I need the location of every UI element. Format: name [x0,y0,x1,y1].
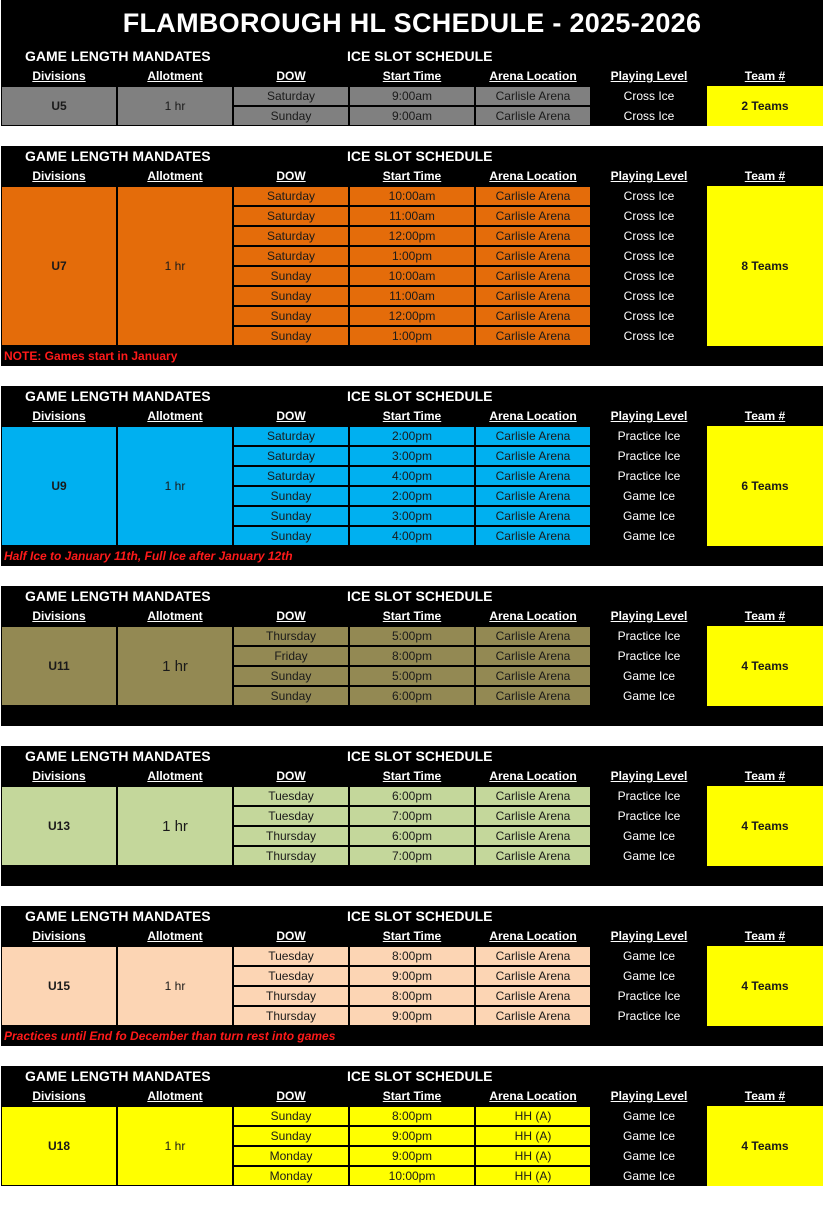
arena-cell: Carlisle Arena [475,786,591,806]
section-note: Practices until End fo December than turn rest into games [1,1026,823,1046]
column-header-divisions: Divisions [32,609,86,623]
arena-cell: Carlisle Arena [475,106,591,126]
column-header-divisions: Divisions [32,1089,86,1103]
section-spacer [1,726,823,746]
start-time-cell: 12:00pm [349,306,475,326]
column-header-playing-level: Playing Level [610,409,688,423]
column-header-arena-location: Arena Location [489,929,577,943]
start-time-cell: 6:00pm [349,686,475,706]
arena-cell: Carlisle Arena [475,326,591,346]
playing-level-cell: Cross Ice [591,186,707,206]
arena-cell: Carlisle Arena [475,246,591,266]
schedule-section-u13 [1,746,823,886]
column-header-allotment: Allotment [147,929,203,943]
team-count-cell: 8 Teams [707,186,823,346]
start-time-cell: 3:00pm [349,446,475,466]
allotment-cell: 1 hr [117,186,233,346]
allotment-cell: 1 hr [117,786,233,866]
section-header [1,46,823,66]
team-count-cell: 4 Teams [707,626,823,706]
dow-cell: Tuesday [233,966,349,986]
column-header-allotment: Allotment [147,409,203,423]
playing-level-cell: Cross Ice [591,326,707,346]
column-headers [1,606,823,626]
playing-level-cell: Cross Ice [591,226,707,246]
playing-level-cell: Game Ice [591,486,707,506]
arena-cell: Carlisle Arena [475,966,591,986]
start-time-cell: 2:00pm [349,486,475,506]
arena-cell: Carlisle Arena [475,666,591,686]
dow-cell: Thursday [233,626,349,646]
schedule-grid [1,626,823,706]
allotment-cell: 1 hr [117,626,233,706]
column-header-start-time: Start Time [382,409,442,423]
schedule-section-u15 [1,906,823,1046]
column-header-start-time: Start Time [382,1089,442,1103]
dow-cell: Tuesday [233,786,349,806]
playing-level-cell: Practice Ice [591,646,707,666]
schedule-section-u7 [1,146,823,366]
schedule-grid [1,786,823,866]
dow-cell: Tuesday [233,806,349,826]
column-header-arena-location: Arena Location [489,609,577,623]
column-header-playing-level: Playing Level [610,929,688,943]
dow-cell: Thursday [233,826,349,846]
playing-level-cell: Practice Ice [591,986,707,1006]
start-time-cell: 8:00pm [349,986,475,1006]
dow-cell: Sunday [233,506,349,526]
column-header-start-time: Start Time [382,609,442,623]
playing-level-cell: Practice Ice [591,806,707,826]
allotment-cell: 1 hr [117,946,233,1026]
dow-cell: Thursday [233,1006,349,1026]
schedule-grid [1,1106,823,1186]
playing-level-cell: Game Ice [591,1146,707,1166]
arena-cell: Carlisle Arena [475,946,591,966]
start-time-cell: 6:00pm [349,826,475,846]
arena-cell: Carlisle Arena [475,986,591,1006]
game-length-heading: GAME LENGTH MANDATES [25,148,211,164]
ice-slot-heading: ICE SLOT SCHEDULE [347,48,493,64]
start-time-cell: 9:00pm [349,1146,475,1166]
start-time-cell: 8:00pm [349,1106,475,1126]
start-time-cell: 7:00pm [349,806,475,826]
start-time-cell: 7:00pm [349,846,475,866]
column-header-team-num: Team # [744,169,786,183]
start-time-cell: 2:00pm [349,426,475,446]
section-spacer [1,886,823,906]
column-header-start-time: Start Time [382,929,442,943]
start-time-cell: 1:00pm [349,246,475,266]
schedule-grid [1,186,823,346]
column-headers [1,926,823,946]
start-time-cell: 6:00pm [349,786,475,806]
column-header-team-num: Team # [744,409,786,423]
arena-cell: Carlisle Arena [475,186,591,206]
start-time-cell: 11:00am [349,206,475,226]
start-time-cell: 10:00am [349,186,475,206]
arena-cell: Carlisle Arena [475,506,591,526]
arena-cell: Carlisle Arena [475,646,591,666]
playing-level-cell: Practice Ice [591,426,707,446]
arena-cell: HH (A) [475,1166,591,1186]
start-time-cell: 11:00am [349,286,475,306]
playing-level-cell: Game Ice [591,506,707,526]
start-time-cell: 9:00am [349,106,475,126]
arena-cell: HH (A) [475,1126,591,1146]
game-length-heading: GAME LENGTH MANDATES [25,908,211,924]
column-header-arena-location: Arena Location [489,69,577,83]
dow-cell: Sunday [233,286,349,306]
dow-cell: Saturday [233,246,349,266]
playing-level-cell: Game Ice [591,1106,707,1126]
allotment-cell: 1 hr [117,86,233,126]
playing-level-cell: Game Ice [591,526,707,546]
dow-cell: Saturday [233,466,349,486]
start-time-cell: 10:00pm [349,1166,475,1186]
column-header-dow: DOW [276,609,306,623]
start-time-cell: 4:00pm [349,526,475,546]
column-headers [1,766,823,786]
section-header [1,386,823,406]
page-title: FLAMBOROUGH HL SCHEDULE - 2025-2026 [1,0,823,46]
column-header-divisions: Divisions [32,169,86,183]
start-time-cell: 9:00am [349,86,475,106]
division-cell: U15 [1,946,117,1026]
schedule-section-u9 [1,386,823,566]
dow-cell: Sunday [233,326,349,346]
column-header-divisions: Divisions [32,769,86,783]
dow-cell: Sunday [233,666,349,686]
playing-level-cell: Practice Ice [591,466,707,486]
arena-cell: Carlisle Arena [475,306,591,326]
column-headers [1,66,823,86]
schedule-grid [1,946,823,1026]
schedule-section-u11 [1,586,823,726]
playing-level-cell: Game Ice [591,826,707,846]
start-time-cell: 8:00pm [349,646,475,666]
playing-level-cell: Game Ice [591,666,707,686]
section-header [1,1066,823,1086]
column-header-divisions: Divisions [32,409,86,423]
game-length-heading: GAME LENGTH MANDATES [25,48,211,64]
section-header [1,146,823,166]
division-cell: U9 [1,426,117,546]
schedule-section-u5 [1,46,823,126]
column-header-allotment: Allotment [147,169,203,183]
dow-cell: Saturday [233,446,349,466]
start-time-cell: 5:00pm [349,626,475,646]
dow-cell: Saturday [233,86,349,106]
division-cell: U11 [1,626,117,706]
column-header-start-time: Start Time [382,169,442,183]
section-header [1,906,823,926]
team-count-cell: 6 Teams [707,426,823,546]
column-header-dow: DOW [276,769,306,783]
schedule-sheet [1,0,823,1186]
column-header-playing-level: Playing Level [610,769,688,783]
dow-cell: Saturday [233,186,349,206]
playing-level-cell: Game Ice [591,686,707,706]
column-header-allotment: Allotment [147,69,203,83]
arena-cell: Carlisle Arena [475,466,591,486]
division-cell: U18 [1,1106,117,1186]
start-time-cell: 10:00am [349,266,475,286]
arena-cell: Carlisle Arena [475,626,591,646]
arena-cell: Carlisle Arena [475,806,591,826]
ice-slot-heading: ICE SLOT SCHEDULE [347,908,493,924]
start-time-cell: 5:00pm [349,666,475,686]
column-header-playing-level: Playing Level [610,69,688,83]
dow-cell: Sunday [233,486,349,506]
start-time-cell: 12:00pm [349,226,475,246]
playing-level-cell: Cross Ice [591,286,707,306]
playing-level-cell: Cross Ice [591,106,707,126]
dow-cell: Sunday [233,266,349,286]
schedule-section-u18 [1,1066,823,1186]
column-header-playing-level: Playing Level [610,1089,688,1103]
section-spacer [1,1046,823,1066]
column-header-team-num: Team # [744,609,786,623]
dow-cell: Tuesday [233,946,349,966]
column-header-team-num: Team # [744,69,786,83]
column-header-playing-level: Playing Level [610,169,688,183]
team-count-cell: 4 Teams [707,786,823,866]
playing-level-cell: Practice Ice [591,626,707,646]
column-header-team-num: Team # [744,929,786,943]
column-header-dow: DOW [276,929,306,943]
arena-cell: Carlisle Arena [475,446,591,466]
column-headers [1,1086,823,1106]
dow-cell: Saturday [233,226,349,246]
ice-slot-heading: ICE SLOT SCHEDULE [347,588,493,604]
playing-level-cell: Practice Ice [591,446,707,466]
playing-level-cell: Game Ice [591,1166,707,1186]
column-header-allotment: Allotment [147,609,203,623]
column-headers [1,166,823,186]
column-header-start-time: Start Time [382,769,442,783]
dow-cell: Monday [233,1146,349,1166]
playing-level-cell: Practice Ice [591,786,707,806]
playing-level-cell: Game Ice [591,846,707,866]
arena-cell: Carlisle Arena [475,226,591,246]
dow-cell: Sunday [233,1126,349,1146]
ice-slot-heading: ICE SLOT SCHEDULE [347,388,493,404]
division-cell: U7 [1,186,117,346]
section-header [1,586,823,606]
allotment-cell: 1 hr [117,426,233,546]
playing-level-cell: Cross Ice [591,306,707,326]
game-length-heading: GAME LENGTH MANDATES [25,388,211,404]
playing-level-cell: Game Ice [591,966,707,986]
column-header-divisions: Divisions [32,69,86,83]
game-length-heading: GAME LENGTH MANDATES [25,748,211,764]
section-spacer [1,566,823,586]
column-header-dow: DOW [276,409,306,423]
column-header-dow: DOW [276,1089,306,1103]
playing-level-cell: Cross Ice [591,246,707,266]
section-spacer [1,366,823,386]
arena-cell: HH (A) [475,1146,591,1166]
column-header-allotment: Allotment [147,1089,203,1103]
start-time-cell: 9:00pm [349,1006,475,1026]
start-time-cell: 9:00pm [349,1126,475,1146]
dow-cell: Saturday [233,426,349,446]
start-time-cell: 8:00pm [349,946,475,966]
dow-cell: Sunday [233,686,349,706]
column-header-arena-location: Arena Location [489,409,577,423]
division-cell: U13 [1,786,117,866]
section-spacer [1,126,823,146]
column-headers [1,406,823,426]
team-count-cell: 2 Teams [707,86,823,126]
arena-cell: Carlisle Arena [475,826,591,846]
column-header-dow: DOW [276,169,306,183]
playing-level-cell: Cross Ice [591,266,707,286]
column-header-team-num: Team # [744,1089,786,1103]
arena-cell: Carlisle Arena [475,206,591,226]
dow-cell: Thursday [233,846,349,866]
start-time-cell: 4:00pm [349,466,475,486]
dow-cell: Saturday [233,206,349,226]
arena-cell: Carlisle Arena [475,266,591,286]
game-length-heading: GAME LENGTH MANDATES [25,588,211,604]
playing-level-cell: Game Ice [591,946,707,966]
column-header-divisions: Divisions [32,929,86,943]
section-header [1,746,823,766]
dow-cell: Friday [233,646,349,666]
start-time-cell: 9:00pm [349,966,475,986]
column-header-arena-location: Arena Location [489,169,577,183]
column-header-start-time: Start Time [382,69,442,83]
arena-cell: Carlisle Arena [475,686,591,706]
column-header-arena-location: Arena Location [489,1089,577,1103]
dow-cell: Sunday [233,306,349,326]
arena-cell: Carlisle Arena [475,426,591,446]
dow-cell: Thursday [233,986,349,1006]
playing-level-cell: Cross Ice [591,206,707,226]
dow-cell: Sunday [233,106,349,126]
arena-cell: Carlisle Arena [475,486,591,506]
ice-slot-heading: ICE SLOT SCHEDULE [347,1068,493,1084]
start-time-cell: 1:00pm [349,326,475,346]
section-note: Half Ice to January 11th, Full Ice after January 12th [1,546,823,566]
schedule-grid [1,426,823,546]
column-header-dow: DOW [276,69,306,83]
arena-cell: Carlisle Arena [475,846,591,866]
arena-cell: Carlisle Arena [475,286,591,306]
column-header-team-num: Team # [744,769,786,783]
start-time-cell: 3:00pm [349,506,475,526]
team-count-cell: 4 Teams [707,946,823,1026]
game-length-heading: GAME LENGTH MANDATES [25,1068,211,1084]
column-header-playing-level: Playing Level [610,609,688,623]
dow-cell: Sunday [233,1106,349,1126]
arena-cell: Carlisle Arena [475,526,591,546]
arena-cell: Carlisle Arena [475,1006,591,1026]
ice-slot-heading: ICE SLOT SCHEDULE [347,148,493,164]
section-note [1,706,823,726]
column-header-arena-location: Arena Location [489,769,577,783]
section-note [1,866,823,886]
sections-container [1,46,823,1186]
playing-level-cell: Cross Ice [591,86,707,106]
arena-cell: Carlisle Arena [475,86,591,106]
ice-slot-heading: ICE SLOT SCHEDULE [347,748,493,764]
division-cell: U5 [1,86,117,126]
allotment-cell: 1 hr [117,1106,233,1186]
schedule-grid [1,86,823,126]
dow-cell: Sunday [233,526,349,546]
playing-level-cell: Practice Ice [591,1006,707,1026]
dow-cell: Monday [233,1166,349,1186]
column-header-allotment: Allotment [147,769,203,783]
team-count-cell: 4 Teams [707,1106,823,1186]
arena-cell: HH (A) [475,1106,591,1126]
playing-level-cell: Game Ice [591,1126,707,1146]
section-note: NOTE: Games start in January [1,346,823,366]
